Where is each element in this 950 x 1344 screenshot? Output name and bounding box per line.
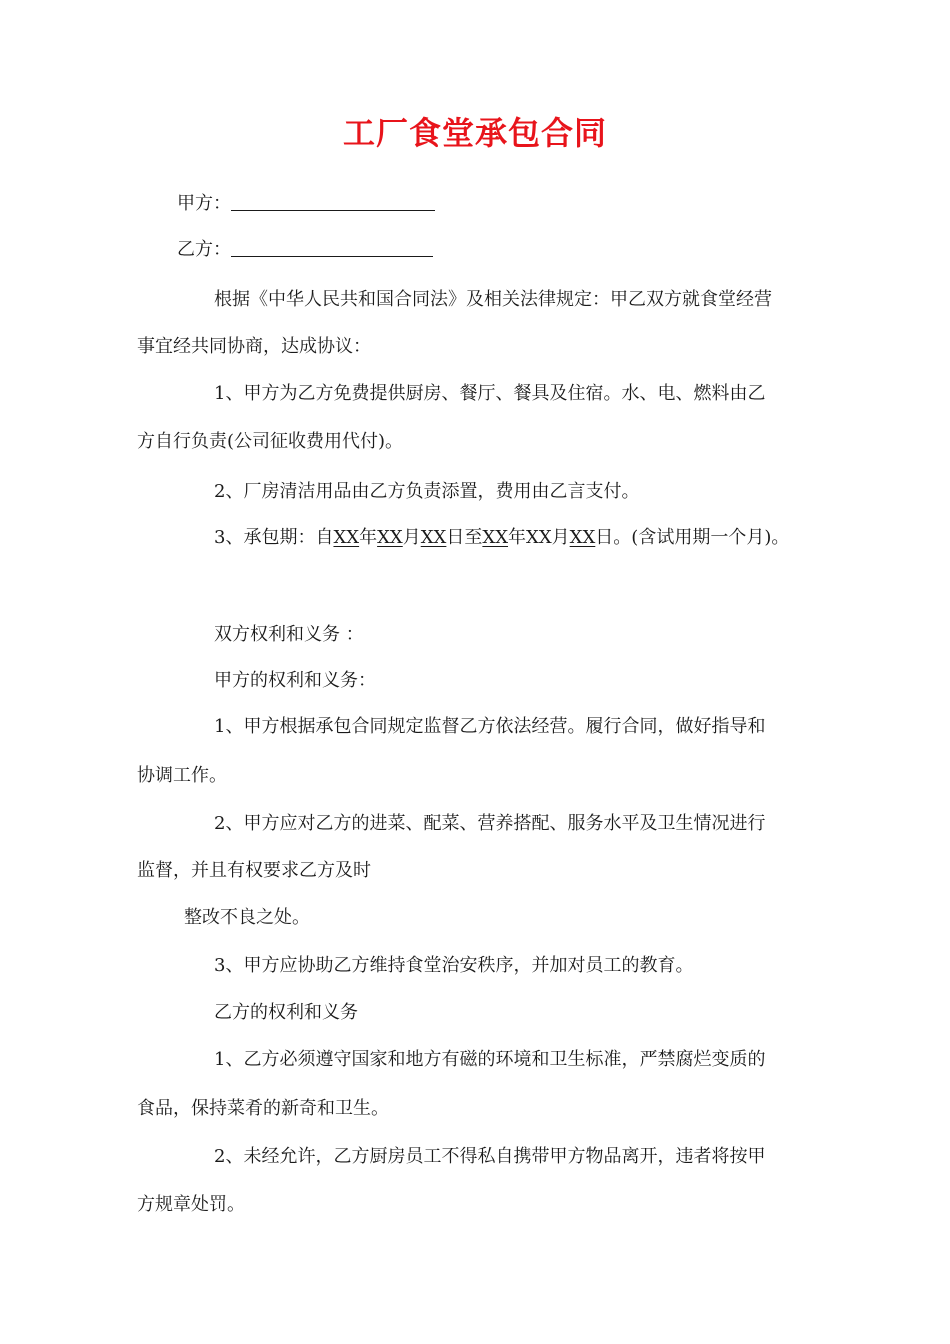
term-year-char: 年 bbox=[359, 527, 378, 548]
document-title: 工厂食堂承包合同 bbox=[342, 114, 607, 152]
b2-line-1: 2、未经允许，乙方厨房员工不得私自携带甲方物品离开，违者将按甲 bbox=[214, 1146, 766, 1167]
a2-line-2: 监督，并且有权要求乙方及时 bbox=[137, 860, 371, 881]
term-start-month: XX bbox=[377, 527, 403, 548]
party-b-label: 乙方： bbox=[177, 239, 231, 260]
term-start-year: XX bbox=[333, 527, 360, 548]
a1-line-2: 协调工作。 bbox=[137, 765, 227, 786]
term-day-to: 日至 bbox=[446, 527, 483, 548]
party-b-rights-heading: 乙方的权利和义务 bbox=[214, 1002, 358, 1023]
term-month-char-2: 月 bbox=[551, 527, 570, 548]
term-start-day: XX bbox=[420, 527, 447, 548]
party-a-blank bbox=[231, 192, 435, 211]
term-end-year: XX bbox=[482, 527, 509, 548]
b1-line-2: 食品，保持菜肴的新奇和卫生。 bbox=[137, 1098, 389, 1119]
term-prefix: 3、承包期：自 bbox=[214, 527, 334, 548]
a2-line-3: 整改不良之处。 bbox=[184, 907, 310, 928]
a3-line: 3、甲方应协助乙方维持食堂治安秩序，并加对员工的教育。 bbox=[214, 955, 694, 976]
item1-line-2: 方自行负责(公司征收费用代付)。 bbox=[137, 431, 404, 452]
a2-line-1: 2、甲方应对乙方的进菜、配菜、营养搭配、服务水平及卫生情况进行 bbox=[214, 813, 766, 834]
rights-heading: 双方权利和义务 ： bbox=[214, 624, 364, 645]
b1-line-1: 1、乙方必须遵守国家和地方有磁的环境和卫生标准，严禁腐烂变质的 bbox=[214, 1049, 766, 1070]
term-month-char: 月 bbox=[402, 527, 421, 548]
term-end-month: XX bbox=[526, 527, 552, 548]
party-b-blank bbox=[231, 238, 433, 257]
term-year-char-2: 年 bbox=[508, 527, 527, 548]
term-suffix: 日。(含试用期一个月)。 bbox=[595, 527, 790, 548]
party-a-line bbox=[177, 192, 435, 216]
b2-line-2: 方规章处罚。 bbox=[137, 1194, 245, 1215]
intro-line-1: 根据《中华人民共和国合同法》及相关法律规定：甲乙双方就食堂经营 bbox=[214, 289, 772, 310]
party-a-label: 甲方： bbox=[177, 193, 231, 214]
item1-line-1: 1、甲方为乙方免费提供厨房、餐厅、餐具及住宿。水、电、燃料由乙 bbox=[214, 383, 766, 404]
party-a-rights-heading: 甲方的权利和义务： bbox=[214, 670, 376, 691]
term-end-day: XX bbox=[569, 527, 596, 548]
intro-line-2: 事宜经共同协商，达成协议： bbox=[137, 336, 371, 357]
item2-line: 2、厂房清洁用品由乙方负责添置，费用由乙言支付。 bbox=[214, 481, 640, 502]
party-b-line bbox=[177, 238, 433, 262]
a1-line-1: 1、甲方根据承包合同规定监督乙方依法经营。履行合同，做好指导和 bbox=[214, 716, 766, 737]
term-line bbox=[214, 526, 789, 550]
